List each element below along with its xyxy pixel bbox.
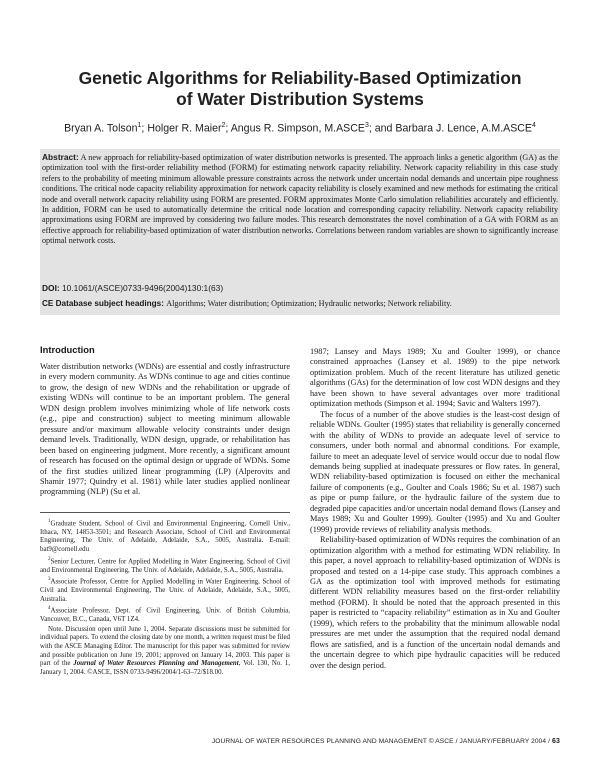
subject-headings-label: CE Database subject headings: [42,299,164,308]
body-paragraph: 1987; Lansey and Mays 1989; Xu and Goulter 1999), or chance constrained approaches (Lansey et al. 1989) to the pipe network optimization problem. Much of the recent literature has utilized genetic algorithms (GAs) for the determination of low cost WDN designs and they have been shown to have several advantages over more traditional optimization methods (Simpson et al. 1994; Savic and Walters 1997). [310,347,560,409]
footnote-3-text: Associate Professor, Centre for Applied Modelling in Water Engineering, School of Civil and Environmental Engineering, The Univ. of Adelaide, Adelaide, S.A., 5005, Australia. [40,578,290,603]
footnote-4-mark: 4 [48,606,51,612]
author-2-affiliation-mark: 2 [221,122,226,129]
note-journal-title: Journal of Water Resources Planning and Management [73,660,239,668]
page-number: 63 [552,738,560,745]
footnote-2-text: Senior Lecturer, Centre for Applied Modelling in Water Engineering, School of Civil and Environmental Engineering, The Univ. of Adelaide, Adelaide, S.A., 5005, Australia. [40,557,290,574]
right-column [310,347,560,671]
footnote-2 [40,556,290,575]
author-separator: ; [225,122,231,135]
footnotes [40,518,290,678]
author-1-affiliation-mark: 1 [137,122,142,129]
author-separator: ; and [368,122,396,135]
footnote-1 [40,518,290,555]
author-3: Angus R. Simpson, M.ASCE [230,122,365,135]
doi-line [42,283,558,294]
abstract [42,152,558,247]
author-4-affiliation-mark: 4 [532,122,536,129]
footnote-divider [40,512,290,513]
subject-headings [42,298,558,309]
note-text-after: , Vol. 130, No. 1, January 1, 2004. ©ASCE, ISSN 0733-9496/2004/1-63–72/$18.00. [40,660,290,676]
footnote-1-mark: 1 [48,519,51,524]
body-paragraph: Water distribution networks (WDNs) are essential and costly infrastructure in every modern community. As WDNs continue to age and cities continue to grow, the design of new WDNs and the rehabilitation or upgrade of existing WDNs will continue to be an important problem. The general WDN design problem involves minimizing whole of life network costs (e.g., pipe and construction) subject to meeting minimum allowable pressure and/or maximum allowable velocity constraints under design demand levels. Traditionally, WDN design, upgrade, or rehabilitation has been based on engineering judgment. More recently, a significant amount of research has focused on the optimal design or upgrade of WDNs. Some of the first studies utilized linear programming (LP) (Alperovits and Shamir 1977; Quindry et al. 1981) while later studies applied nonlinear programming (NLP) (Su et al. [40,362,290,497]
left-column [40,362,290,498]
paper-title [40,68,560,110]
author-4: Barbara J. Lence, A.M.ASCE [395,122,532,135]
subject-headings-value: Algorithms; Water distribution; Optimization; Hydraulic networks; Network reliability. [166,299,452,308]
abstract-text: A new approach for reliability-based optimization of water distribution networks is presented. The approach links a genetic algorithm (GA) as the optimization tool with the first-order reliability method (FORM) for estimating network capacity reliability. Network capacity reliability in this case study refers to the probability of meeting minimum allowable pressure constraints across the network under uncertain nodal demands and uncertain pipe roughness conditions. The critical node capacity reliability approximation for network capacity reliability is closely examined and new methods for estimating the critical node and overall network capacity reliability using FORM are presented. FORM approximates Monte Carlo simulation reliabilities accurately and efficiently. In addition, FORM can be used to automatically determine the critical node location and corresponding capacity reliability. Network capacity reliability approximations using FORM are improved by considering two failure modes. This research demonstrates the novel combination of a GA with FORM as an effective approach for reliability-based optimization of water distribution networks. Correlations between random variables are shown to significantly increase optimal network costs. [42,153,558,246]
doi-value[interactable]: 10.1061/(ASCE)0733-9496(2004)130:1(63) [62,283,224,293]
note-text-before: Note. Discussion open until June 1, 2004. Separate discussions must be submitted for individual papers. To extend the closing date by one month, a written request must be filed with the ASCE Managing Editor. The manuscript for this paper was submitted for review and possible publication on June 19, 2001; approved on January 14, 2003. This paper is part of the [40,625,290,668]
footnote-3 [40,576,290,604]
doi-label: DOI: [42,283,60,293]
title-line-2: of Water Distribution Systems [176,89,424,109]
footnote-2-mark: 2 [48,556,51,562]
body-paragraph: The focus of a number of the above studies is the least-cost design of reliable WDNs. Goulter (1995) states that reliability is generally concerned with the ability of WDNs to provide an adequate level of service to consumers, under both normal and abnormal conditions. For example, failure to meet an adequate level of service would occur due to nodal flow demands being supplied at inadequate pressures or flow rates. In general, WDN reliability-based optimization is focused on either the mechanical failure of components (e.g., Goulter and Coals 1986; Su et al. 1987) such as pipe or pump failure, or the hydraulic failure of the system due to degraded pipe capacities and/or uncertain nodal demand flows (Lansey and Mays 1989; Xu and Goulter 1999). Goulter (1995) and Xu and Goulter (1999) provide reviews of reliability analysis methods. [310,409,560,534]
author-3-affiliation-mark: 3 [364,122,369,129]
footnote-4 [40,605,290,624]
abstract-label: Abstract: [42,152,79,162]
page-footer [212,737,560,746]
author-separator: ; [141,122,148,135]
section-heading-introduction: Introduction [40,344,95,355]
footer-journal-line: JOURNAL OF WATER RESOURCES PLANNING AND MANAGEMENT © ASCE / JANUARY/FEBRUARY 2004 / [211,738,552,745]
title-line-1: Genetic Algorithms for Reliability-Based Optimization [78,68,522,88]
author-2: Holger R. Maier [147,122,222,135]
author-1: Bryan A. Tolson [64,122,138,135]
footnote-4-text: Associate Professor, Dept. of Civil Engineering, Univ. of British Columbia, Vancouver, B.C., Canada, V6T 1Z4. [40,607,290,624]
discussion-note [40,626,290,678]
author-list [20,119,580,136]
body-paragraph: Reliability-based optimization of WDNs requires the combination of an optimization algorithm with a method for estimating WDN reliability. In this paper, a novel approach to reliability-based optimization of WDNs is proposed and tested on a 14-pipe case study. This approach combines a GA as the optimization tool with improved methods for estimating different WDN reliability measures based on the first-order reliability method (FORM). It should be noted that the approach presented in this paper is restricted to “capacity reliability” estimation as in Xu and Goulter (1999), which refers to the probability that the minimum allowable nodal pressures are met under the assumption that the required nodal demand flows are satisfied, and is a function of the uncertain nodal demands and the uncertain degree to which pipe hydraulic capacities will be reduced over the design period. [310,535,560,670]
footnote-1-text: Graduate Student, School of Civil and Environmental Engineering, Cornell Univ., Ithaca, NY, 14853-3501; and Research Associate, School of Civil and Environmental Engineering, The Univ. of Adelaide, Adelaide, S.A., 5005, Australia. E-mail: bat9@cornell.edu [40,520,290,554]
footnote-3-mark: 3 [48,577,51,583]
